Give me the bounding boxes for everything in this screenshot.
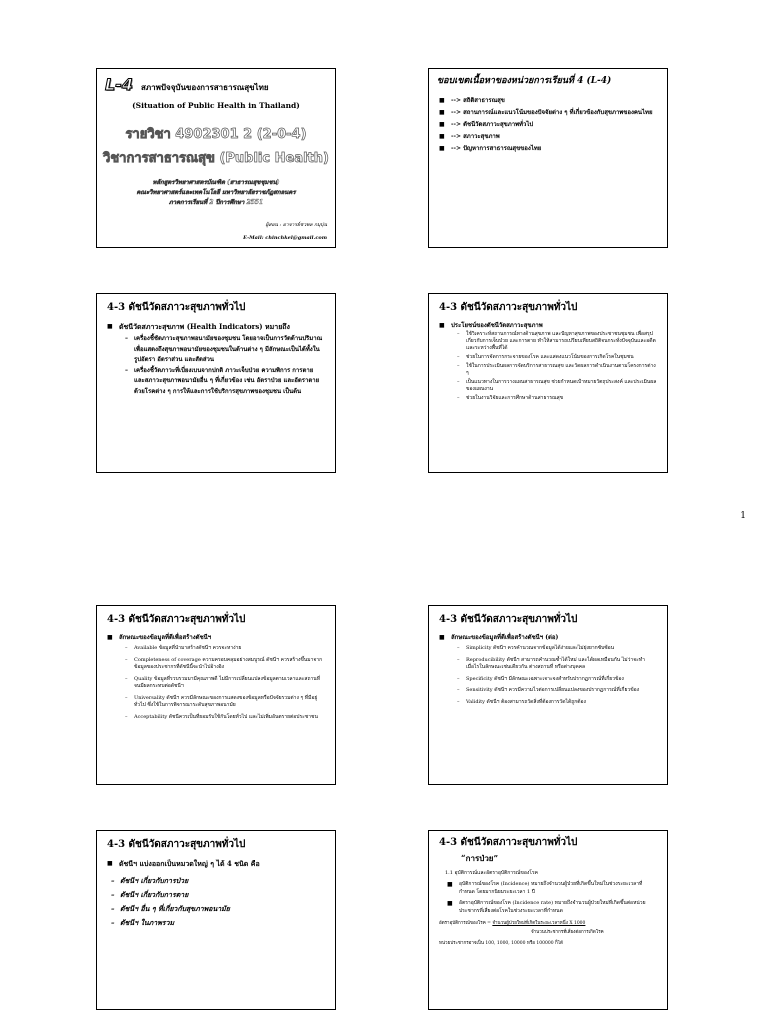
slide-title: 4-3 ดัชนีวัดสภาวะสุขภาพทั่วไป bbox=[439, 837, 578, 848]
slide-title: 4-3 ดัชนีวัดสภาวะสุขภาพทั่วไป bbox=[107, 839, 246, 850]
list-item: ■ --> สภาวะสุขภาพ bbox=[439, 131, 667, 143]
list-item: – ดัชนีฯ ในภาพรวม bbox=[111, 916, 335, 930]
faculty-line: คณะวิทยาศาสตร์และเทคโนโลยี มหาวิทยาลัยราชภัฏสกลนคร bbox=[136, 189, 296, 196]
bullet-heading: ดัชนีวัดสภาวะสุขภาพ (Health Indicators) หมายถึง bbox=[119, 322, 290, 331]
formula-denominator: จำนวนประชากรที่เสี่ยงต่อการเกิดโรค bbox=[531, 930, 604, 935]
slide-title-english: (Situation of Public Health in Thailand) bbox=[132, 101, 300, 110]
list-item: – Specificity ดัชนีฯ มีลักษณะเฉพาะเจาะจงสำหรับปรากฏการณ์ที่เกี่ยวข้อง bbox=[457, 676, 657, 684]
list-item: ■ --> สถิติสาธารณสุข bbox=[439, 95, 667, 107]
semester-line: ภาคการเรียนที่ 2 ปีการศึกษา 2551 bbox=[168, 199, 264, 206]
list-item: – Universality ดัชนีฯ ควรมีลักษณะของการแสดงของข้อมูลหรือปัจจัยรวมต่าง ๆ ที่มีอยู่ทั่วไป ซึ่งใช้ในการพิจารณาระดับสุขภาพอนามัย bbox=[125, 695, 325, 710]
list-item: – เครื่องชี้วัดภาวะที่เบี่ยงเบนจากปกติ ภาวะเจ็บป่วย ความพิการ การตาย และสภาวะสุขภาพอนามัยอื่น ๆ ที่เกี่ยวข้อง เช่น อัตราป่วย และอัตราตายด้วยโรคต่าง ๆ การให้และการใช้บริการสุขภาพของชุมชน เป็นต้น bbox=[125, 366, 325, 398]
list-item: – ดัชนีฯ อื่น ๆ ที่เกี่ยวกับสุขภาพอนามัย bbox=[111, 902, 335, 916]
program-line: หลักสูตรวิทยาศาสตรบัณฑิต (สาธารณสุขชุมชน) bbox=[152, 179, 280, 186]
list-item: – ช่วยในงานวิจัยและการศึกษาด้านสาธารณสุข bbox=[457, 395, 657, 402]
slide-good-data-characteristics-cont bbox=[428, 605, 668, 785]
section-heading: 1.1 อุบัติการณ์และอัตราอุบัติการณ์ของโรค bbox=[445, 870, 539, 876]
list-item: – Reproducibility ดัชนีฯ สามารถคำนวณซ้ำได้ใหม่ และได้ผลเหมือนกัน ไม่ว่าจะทำเมื่อไรในลักษณะเช่นเดียวกัน ต่างสถานที่ หรือต่างบุคคล bbox=[457, 657, 657, 672]
slide-title: 4-3 ดัชนีวัดสภาวะสุขภาพทั่วไป bbox=[107, 614, 246, 625]
page-number: 1 bbox=[740, 511, 746, 521]
list-item: – ใช้ในการประเมินผลการจัดบริการสาธารณสุข และวัดผลการดำเนินงานตามโครงการต่าง ๆ bbox=[457, 363, 657, 377]
list-item: – ใช้วิเคราะห์สถานการณ์ทางด้านสุขภาพ และปัญหาสุขภาพของประชาชนชุมชน เพื่อสรุปเกี่ยวกับการเจ็บป่วย และการตาย ทำให้สามารถเปรียบเทียบสถิติจนกระทั่งปัจจุบันและอดีต และระหว่างพื้นที่ได้ bbox=[457, 331, 657, 353]
list-item bbox=[439, 633, 657, 706]
list-item: – Simplicity ดัชนีฯ ควรคำนวณจากข้อมูลได้ง่ายและไม่ยุ่งยากซับซ้อน bbox=[457, 645, 657, 653]
list-item: ■ อัตราอุบัติการณ์ของโรค (Incidence rate) หมายถึงจำนวนผู้ป่วยใหม่ที่เกิดขึ้นต่อหน่วยประชากรที่เสี่ยงต่อโรคในช่วงระยะเวลาที่กำหนด bbox=[447, 900, 657, 915]
slide-good-data-characteristics bbox=[96, 605, 336, 785]
list-item: ■ --> ปัญหาการสาธารณสุขของไทย bbox=[439, 143, 667, 155]
list-item: – เป็นแนวทางในการวางแผนสาธารณสุข ช่วยกำหนดเป้าหมายวัตถุประสงค์ และประเมินผลของแผนงาน bbox=[457, 379, 657, 393]
list-item: – ดัชนีฯ เกี่ยวกับการป่วย bbox=[111, 874, 335, 888]
list-item: – Available ข้อมูลที่นำมาสร้างดัชนีฯ ควรจะหาง่าย bbox=[125, 645, 325, 653]
slide-title: 4-3 ดัชนีวัดสภาวะสุขภาพทั่วไป bbox=[107, 302, 246, 313]
slide-title: 4-3 ดัชนีวัดสภาวะสุขภาพทั่วไป bbox=[439, 614, 578, 625]
bullet-heading: ลักษณะของข้อมูลที่ดีเพื่อสร้างดัชนีฯ (ต่อ) bbox=[451, 634, 559, 641]
list-item: ■ --> สถานการณ์และแนวโน้มของปัจจัยต่าง ๆ ที่เกี่ยวข้องกับสุขภาพของคนไทย bbox=[439, 107, 667, 119]
author: ผู้สอน : อาจารย์ชวพล กมุบุ่น bbox=[265, 222, 327, 228]
list-item: – Quality ข้อมูลที่รวบรวมมามีคุณภาพดี ไม่มีการเปลี่ยนแปลงข้อมูลตามเวลาและสถานที่จนมีผลกระทบต่อดัชนีฯ bbox=[125, 676, 325, 691]
list-item: – ดัชนีฯ เกี่ยวกับการตาย bbox=[111, 888, 335, 902]
slide-title-page bbox=[96, 68, 336, 248]
list-item: ■ --> ดัชนีวัดสภาวะสุขภาพทั่วไป bbox=[439, 119, 667, 131]
formula-numerator: จำนวนผู้ป่วยใหม่ที่เกิดในระยะเวลาหนึ่ง X 1000 bbox=[492, 921, 586, 926]
slide-scope bbox=[428, 68, 668, 248]
list-item: – ช่วยในการจัดการกระจายของโรค และแสดงแนวโน้มของการเกิดโรคในชุมชน bbox=[457, 354, 657, 361]
slide-title: 4-3 ดัชนีวัดสภาวะสุขภาพทั่วไป bbox=[439, 302, 578, 313]
slide-title: ขอบเขตเนื้อหาของหน่วยการเรียนที่ 4 (L-4) bbox=[437, 76, 612, 86]
list-item bbox=[107, 633, 325, 721]
list-item: – Validity ดัชนีฯ ต้องสามารถวัดสิ่งที่ต้องการวัดได้ถูกต้อง bbox=[457, 699, 657, 707]
list-item bbox=[439, 321, 657, 402]
author-email: E-Mail: chinchkel@gmail.com bbox=[243, 235, 327, 241]
slide-subtitle: “การป่วย” bbox=[461, 853, 499, 863]
list-item: – Acceptability ดัชนีควรเป็นที่ยอมรับใช้กันโดยทั่วไป และไม่เพิ่มอันตรายต่อประชาชน bbox=[125, 714, 325, 722]
slide-title-thai: สภาพปัจจุบันของการสาธารณสุขไทย bbox=[141, 82, 269, 92]
list-item bbox=[107, 321, 325, 397]
list-item: – Sensitivity ดัชนีฯ ควรมีความไวต่อการเปลี่ยนแปลงของปรากฏการณ์ที่เกี่ยวข้อง bbox=[457, 687, 657, 695]
list-item: ■ อุบัติการณ์ของโรค (Incidence) หมายถึงจำนวนผู้ป่วยที่เกิดขึ้นใหม่ในช่วงระยะเวลาที่กำหนด โดยมากนิยมระยะเวลา 1 ปี bbox=[447, 881, 657, 896]
slide-health-indicators-definition bbox=[96, 293, 336, 473]
lesson-logo: L-4 bbox=[105, 75, 133, 94]
formula-label: อัตราอุบัติการณ์ของโรค = bbox=[439, 921, 491, 926]
list-item: ■ ดัชนีฯ แบ่งออกเป็นหมวดใหญ่ ๆ ได้ 4 ชนิด คือ bbox=[107, 858, 325, 869]
slide-indicator-categories bbox=[96, 830, 336, 1010]
slide-morbidity bbox=[428, 830, 668, 1010]
course-name: วิชาการสาธารณสุข (Public Health) bbox=[103, 151, 329, 166]
incidence-rate-formula bbox=[439, 919, 667, 926]
bullet-heading: ประโยชน์ของดัชนีวัดสภาวะสุขภาพ bbox=[451, 322, 543, 329]
slide-indicator-benefits bbox=[428, 293, 668, 473]
bullet-heading: ลักษณะของข้อมูลที่ดีเพื่อสร้างดัชนีฯ bbox=[119, 634, 212, 641]
course-code: รายวิชา 4902301 2 (2-0-4) bbox=[125, 127, 307, 142]
formula-note: หน่วยประชากรอาจเป็น 100, 1000, 10000 หรือ 100000 ก็ได้ bbox=[439, 941, 563, 946]
list-item: – เครื่องชี้ชัดภาวะสุขภาพอนามัยของชุมชน โดยอาจเป็นการวัดด้านปริมาณเพื่อแสดงถึงสุขภาพอนามัยของชุมชนในด้านต่าง ๆ มีลักษณะเป็นได้ทั้งในรูปอัตรา อัตราส่วน และสัดส่วน bbox=[125, 334, 325, 366]
list-item: – Completeness of coverage ความครอบคลุมอย่างสมบูรณ์ ดัชนีฯ ควรสร้างขึ้นมาจากข้อมูลของประชากรที่ดัชนีนี้จะนำไปอ้างอิง bbox=[125, 657, 325, 672]
scope-list bbox=[439, 95, 667, 155]
